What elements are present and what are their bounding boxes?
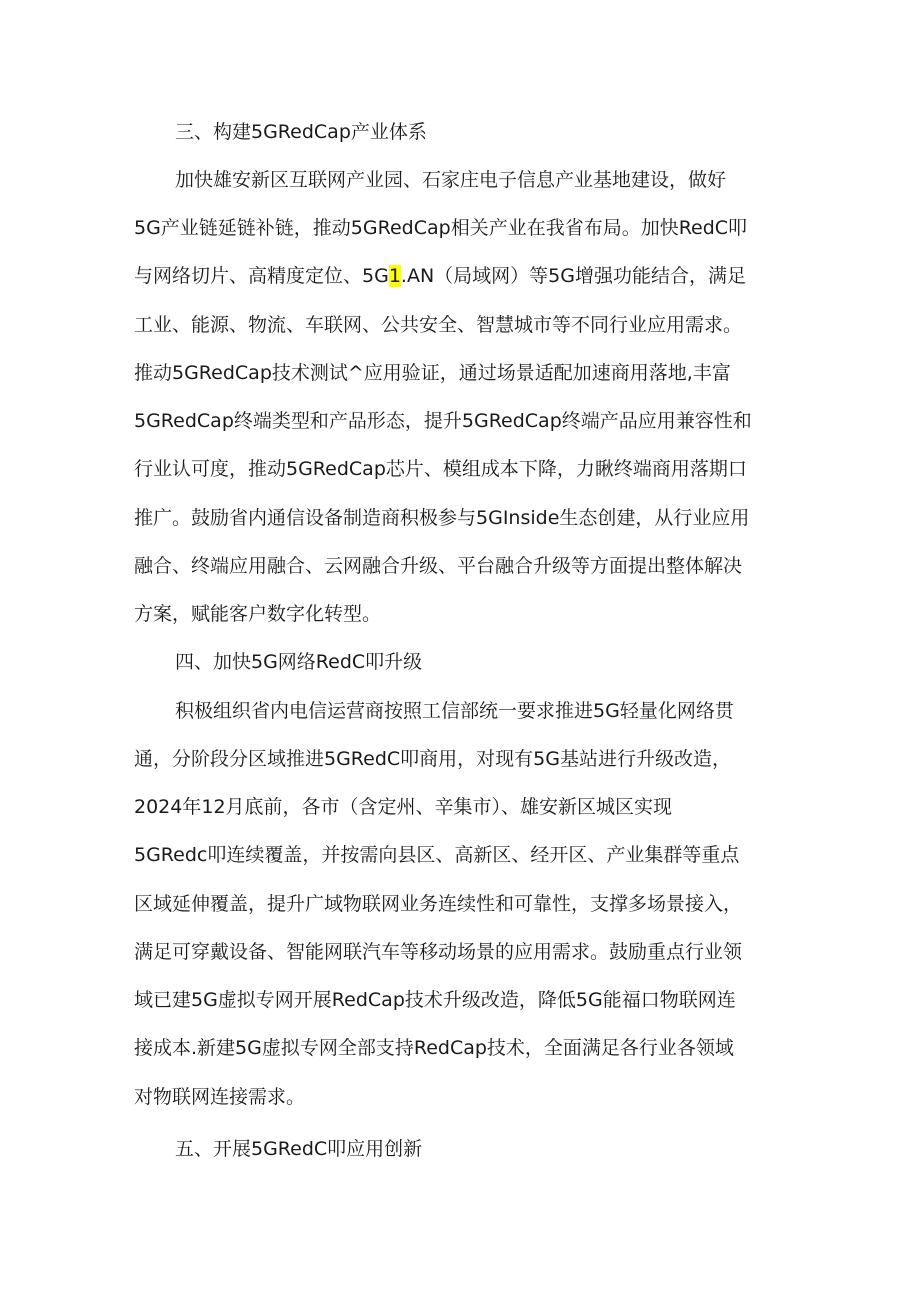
paragraph-line: 5G产业链延链补链，推动5GRedCap相关产业在我省布局。加快RedC叩: [134, 217, 748, 239]
paragraph-line: 推广。鼓励省内通信设备制造商积极参与5GInside生态创建，从行业应用: [134, 507, 750, 529]
paragraph-line: [134, 261, 794, 291]
paragraph-line: 工业、能源、物流、车联网、公共安全、智慧城市等不同行业应用需求。: [134, 314, 743, 336]
text-run: .AN（局域网）等5G增强功能结合，满足: [400, 265, 746, 287]
paragraph-line: 域已建5G虚拟专网开展RedCap技术升级改造，降低5G能福口物联网连: [134, 989, 736, 1011]
paragraph-line: 5GRedc叩连续覆盖，并按需向县区、高新区、经开区、产业集群等重点: [134, 844, 740, 866]
paragraph-line: 满足可穿戴设备、智能网联汽车等移动场景的应用需求。鼓励重点行业领: [134, 941, 743, 963]
paragraph-line: 区域延伸覆盖，提升广域物联网业务连续性和可靠性，支撑多场景接入，: [134, 893, 743, 915]
paragraph-line: 推动5GRedCap技术测试^应用验证，通过场景适配加速商用落地,丰富: [134, 362, 731, 384]
paragraph-line: 2024年12月底前，各市（含定州、辛集市）、雄安新区城区实现: [134, 796, 673, 818]
paragraph-line: 对物联网连接需求。: [134, 1086, 306, 1108]
text-run: 与网络切片、高精度定位、5G: [134, 265, 389, 287]
paragraph-line: 接成本.新建5G虚拟专网全部支持RedCap技术，全面满足各行业各领域: [134, 1037, 734, 1059]
paragraph-line: 融合、终端应用融合、云网融合升级、平台融合升级等方面提出整体解决: [134, 555, 743, 577]
section-heading-3: 三、构建5GRedCap产业体系: [175, 121, 427, 143]
highlighted-text: 1: [388, 265, 401, 287]
paragraph-line: 加快雄安新区互联网产业园、石家庄电子信息产业基地建设，做好: [175, 169, 727, 191]
section-heading-4: 四、加快5G网络RedC叩升级: [175, 651, 423, 673]
paragraph-line: 通，分阶段分区域推进5GRedC叩商用，对现有5G基站进行升级改造，: [134, 748, 731, 770]
paragraph-line: 方案，赋能客户数字化转型。: [134, 603, 382, 625]
paragraph-line: 积极组织省内电信运营商按照工信部统一要求推进5G轻量化网络贯: [175, 700, 734, 722]
paragraph-line: 行业认可度，推动5GRedCap芯片、模组成本下降，力瞅终端商用落期口: [134, 458, 747, 480]
paragraph-line: 5GRedCap终端类型和产品形态，提升5GRedCap终端产品应用兼容性和: [134, 410, 752, 432]
section-heading-5: 五、开展5GRedC叩应用创新: [175, 1138, 423, 1160]
